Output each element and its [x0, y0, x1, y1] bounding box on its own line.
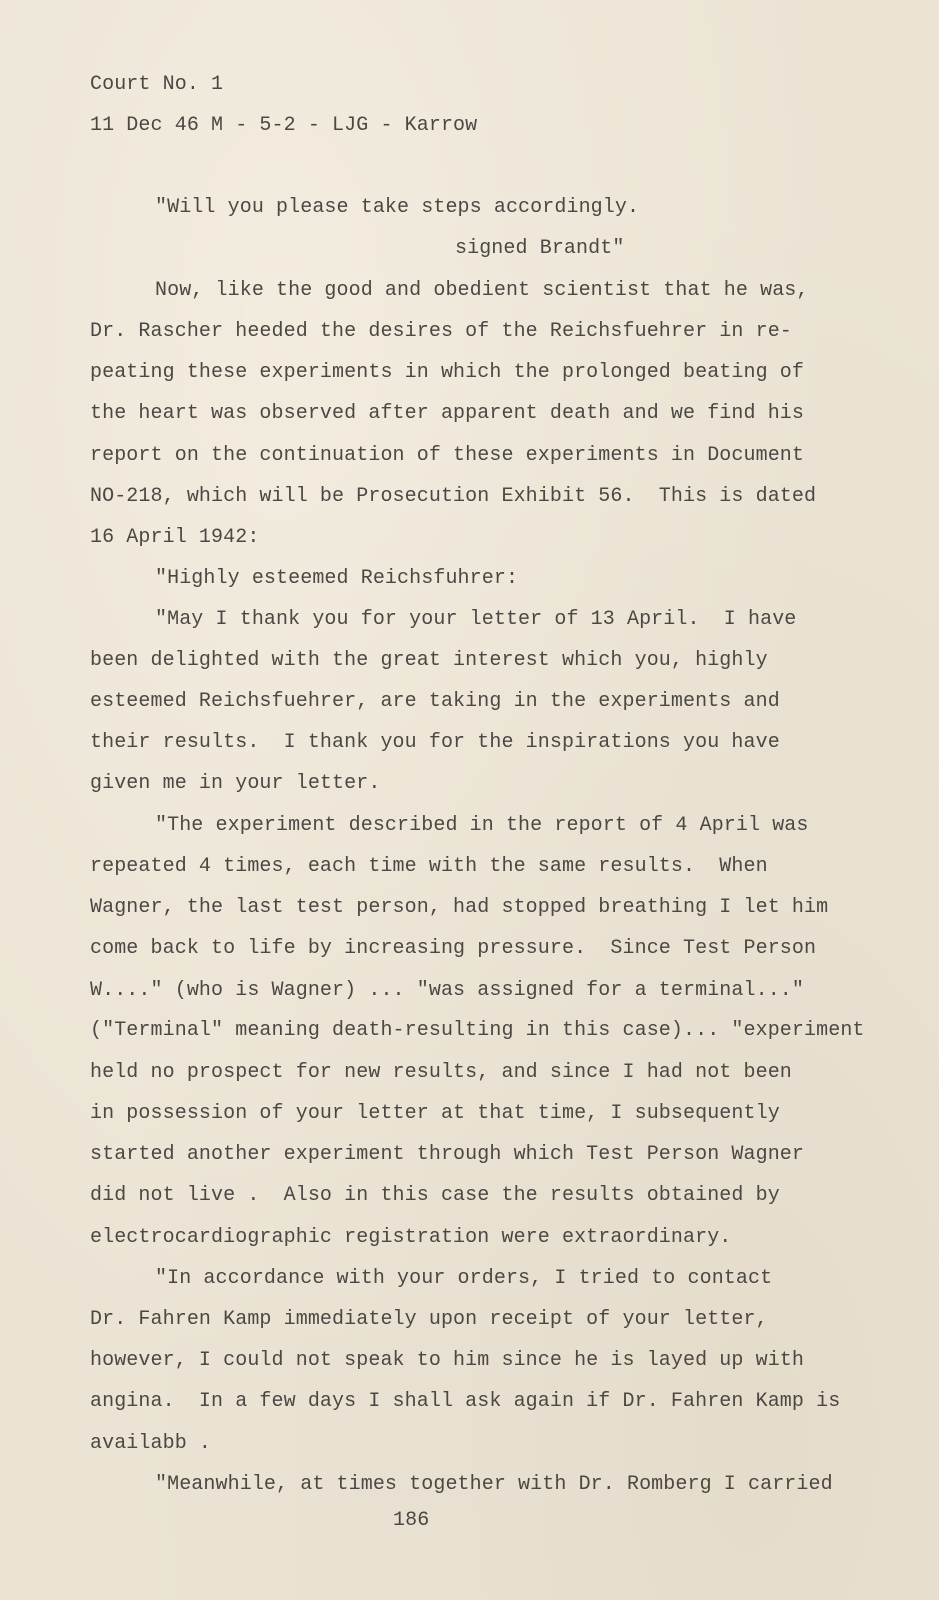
court-number: Court No. 1 — [90, 73, 224, 96]
text-line: "Meanwhile, at times together with Dr. Romberg I carried — [155, 1473, 833, 1496]
text-line: "Will you please take steps accordingly. — [155, 196, 640, 219]
text-line: did not live . Also in this case the results obtained by — [90, 1184, 780, 1207]
text-line: availabb . — [90, 1432, 212, 1455]
text-line: peating these experiments in which the prolonged beating of — [90, 361, 805, 384]
text-line: 16 April 1942: — [90, 526, 260, 549]
text-line: W...." (who is Wagner) ... "was assigned for a terminal..." — [90, 979, 805, 1002]
text-line: ("Terminal" meaning death-resulting in this case)... "experiment — [90, 1019, 865, 1042]
session-header: 11 Dec 46 M - 5-2 - LJG - Karrow — [90, 114, 478, 137]
text-line: Wagner, the last test person, had stopped breathing I let him — [90, 896, 829, 919]
text-line: given me in your letter. — [90, 772, 381, 795]
page-number: 186 — [393, 1509, 430, 1532]
text-line: in possession of your letter at that time, I subsequently — [90, 1102, 780, 1125]
text-line: "Highly esteemed Reichsfuhrer: — [155, 567, 519, 590]
text-line: esteemed Reichsfuehrer, are taking in the experiments and — [90, 690, 780, 713]
text-line: repeated 4 times, each time with the same results. When — [90, 855, 768, 878]
text-line: their results. I thank you for the inspirations you have — [90, 731, 780, 754]
text-line: come back to life by increasing pressure. Since Test Person — [90, 937, 817, 960]
text-line: been delighted with the great interest which you, highly — [90, 649, 768, 672]
text-line: started another experiment through which Test Person Wagner — [90, 1143, 805, 1166]
text-line: Dr. Fahren Kamp immediately upon receipt of your letter, — [90, 1308, 768, 1331]
text-line: NO-218, which will be Prosecution Exhibit 56. This is dated — [90, 485, 817, 508]
text-line: however, I could not speak to him since he is layed up with — [90, 1349, 805, 1372]
text-line: held no prospect for new results, and since I had not been — [90, 1061, 792, 1084]
text-line: electrocardiographic registration were extraordinary. — [90, 1226, 732, 1249]
text-line: the heart was observed after apparent death and we find his — [90, 402, 805, 425]
text-line: Now, like the good and obedient scientist that he was, — [155, 279, 809, 302]
text-line: "The experiment described in the report of 4 April was — [155, 814, 809, 837]
text-line: "In accordance with your orders, I tried to contact — [155, 1267, 773, 1290]
text-line: angina. In a few days I shall ask again if Dr. Fahren Kamp is — [90, 1390, 841, 1413]
text-line: "May I thank you for your letter of 13 April. I have — [155, 608, 797, 631]
text-line: Dr. Rascher heeded the desires of the Reichsfuehrer in re- — [90, 320, 792, 343]
text-line: report on the continuation of these experiments in Document — [90, 444, 805, 467]
text-line: signed Brandt" — [455, 237, 625, 260]
